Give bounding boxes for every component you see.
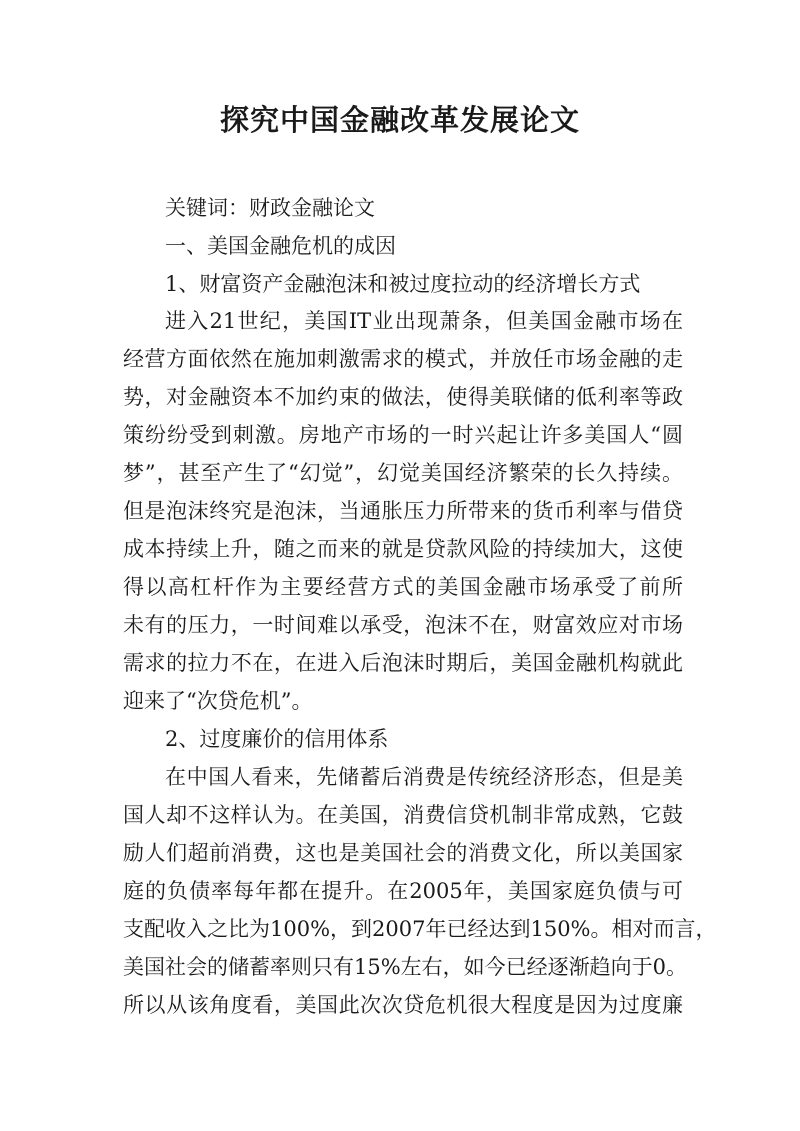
body-line: 1、财富资产金融泡沫和被过度拉动的经济增长方式 bbox=[165, 272, 641, 296]
body-line: 所以从该角度看，美国此次次贷危机很大程度是因为过度廉 bbox=[123, 993, 683, 1017]
body-line: 梦”，甚至产生了“幻觉”，幻觉美国经济繁荣的长久持续。 bbox=[123, 461, 683, 485]
body-line: 迎来了“次贷危机”。 bbox=[123, 689, 313, 713]
body-line: 励人们超前消费，这也是美国社会的消费文化，所以美国家 bbox=[123, 841, 683, 865]
body-line: 2、过度廉价的信用体系 bbox=[165, 727, 389, 751]
body-line: 国人却不这样认为。在美国，消费信贷机制非常成熟，它鼓 bbox=[123, 803, 683, 827]
body-line: 庭的负债率每年都在提升。在2005年，美国家庭负债与可 bbox=[123, 879, 683, 903]
body-line: 策纷纷受到刺激。房地产市场的一时兴起让许多美国人“圆 bbox=[123, 423, 683, 447]
body-line: 经营方面依然在施加刺激需求的模式，并放任市场金融的走 bbox=[123, 347, 683, 371]
body-line: 成本持续上升，随之而来的就是贷款风险的持续加大，这使 bbox=[123, 537, 683, 561]
body-line: 势，对金融资本不加约束的做法，使得美联储的低利率等政 bbox=[123, 385, 683, 409]
body-line: 一、美国金融危机的成因 bbox=[165, 234, 396, 258]
body-line: 但是泡沫终究是泡沫，当通胀压力所带来的货币利率与借贷 bbox=[123, 499, 683, 523]
body-line: 未有的压力，一时间难以承受，泡沫不在，财富效应对市场 bbox=[123, 613, 683, 637]
body-line: 在中国人看来，先储蓄后消费是传统经济形态，但是美 bbox=[165, 765, 683, 789]
body-line: 关键词：财政金融论文 bbox=[165, 196, 375, 220]
body-line: 得以高杠杆作为主要经营方式的美国金融市场承受了前所 bbox=[123, 575, 683, 599]
document-title: 探究中国金融改革发展论文 bbox=[219, 103, 580, 137]
body-line: 需求的拉力不在，在进入后泡沫时期后，美国金融机构就此 bbox=[123, 651, 683, 675]
body-line: 美国社会的储蓄率则只有15%左右，如今已经逐渐趋向于0。 bbox=[123, 955, 688, 979]
body-line: 支配收入之比为100%，到2007年已经达到150%。相对而言， bbox=[123, 917, 717, 941]
body-line: 进入21世纪，美国IT业出现萧条，但美国金融市场在 bbox=[165, 309, 683, 333]
